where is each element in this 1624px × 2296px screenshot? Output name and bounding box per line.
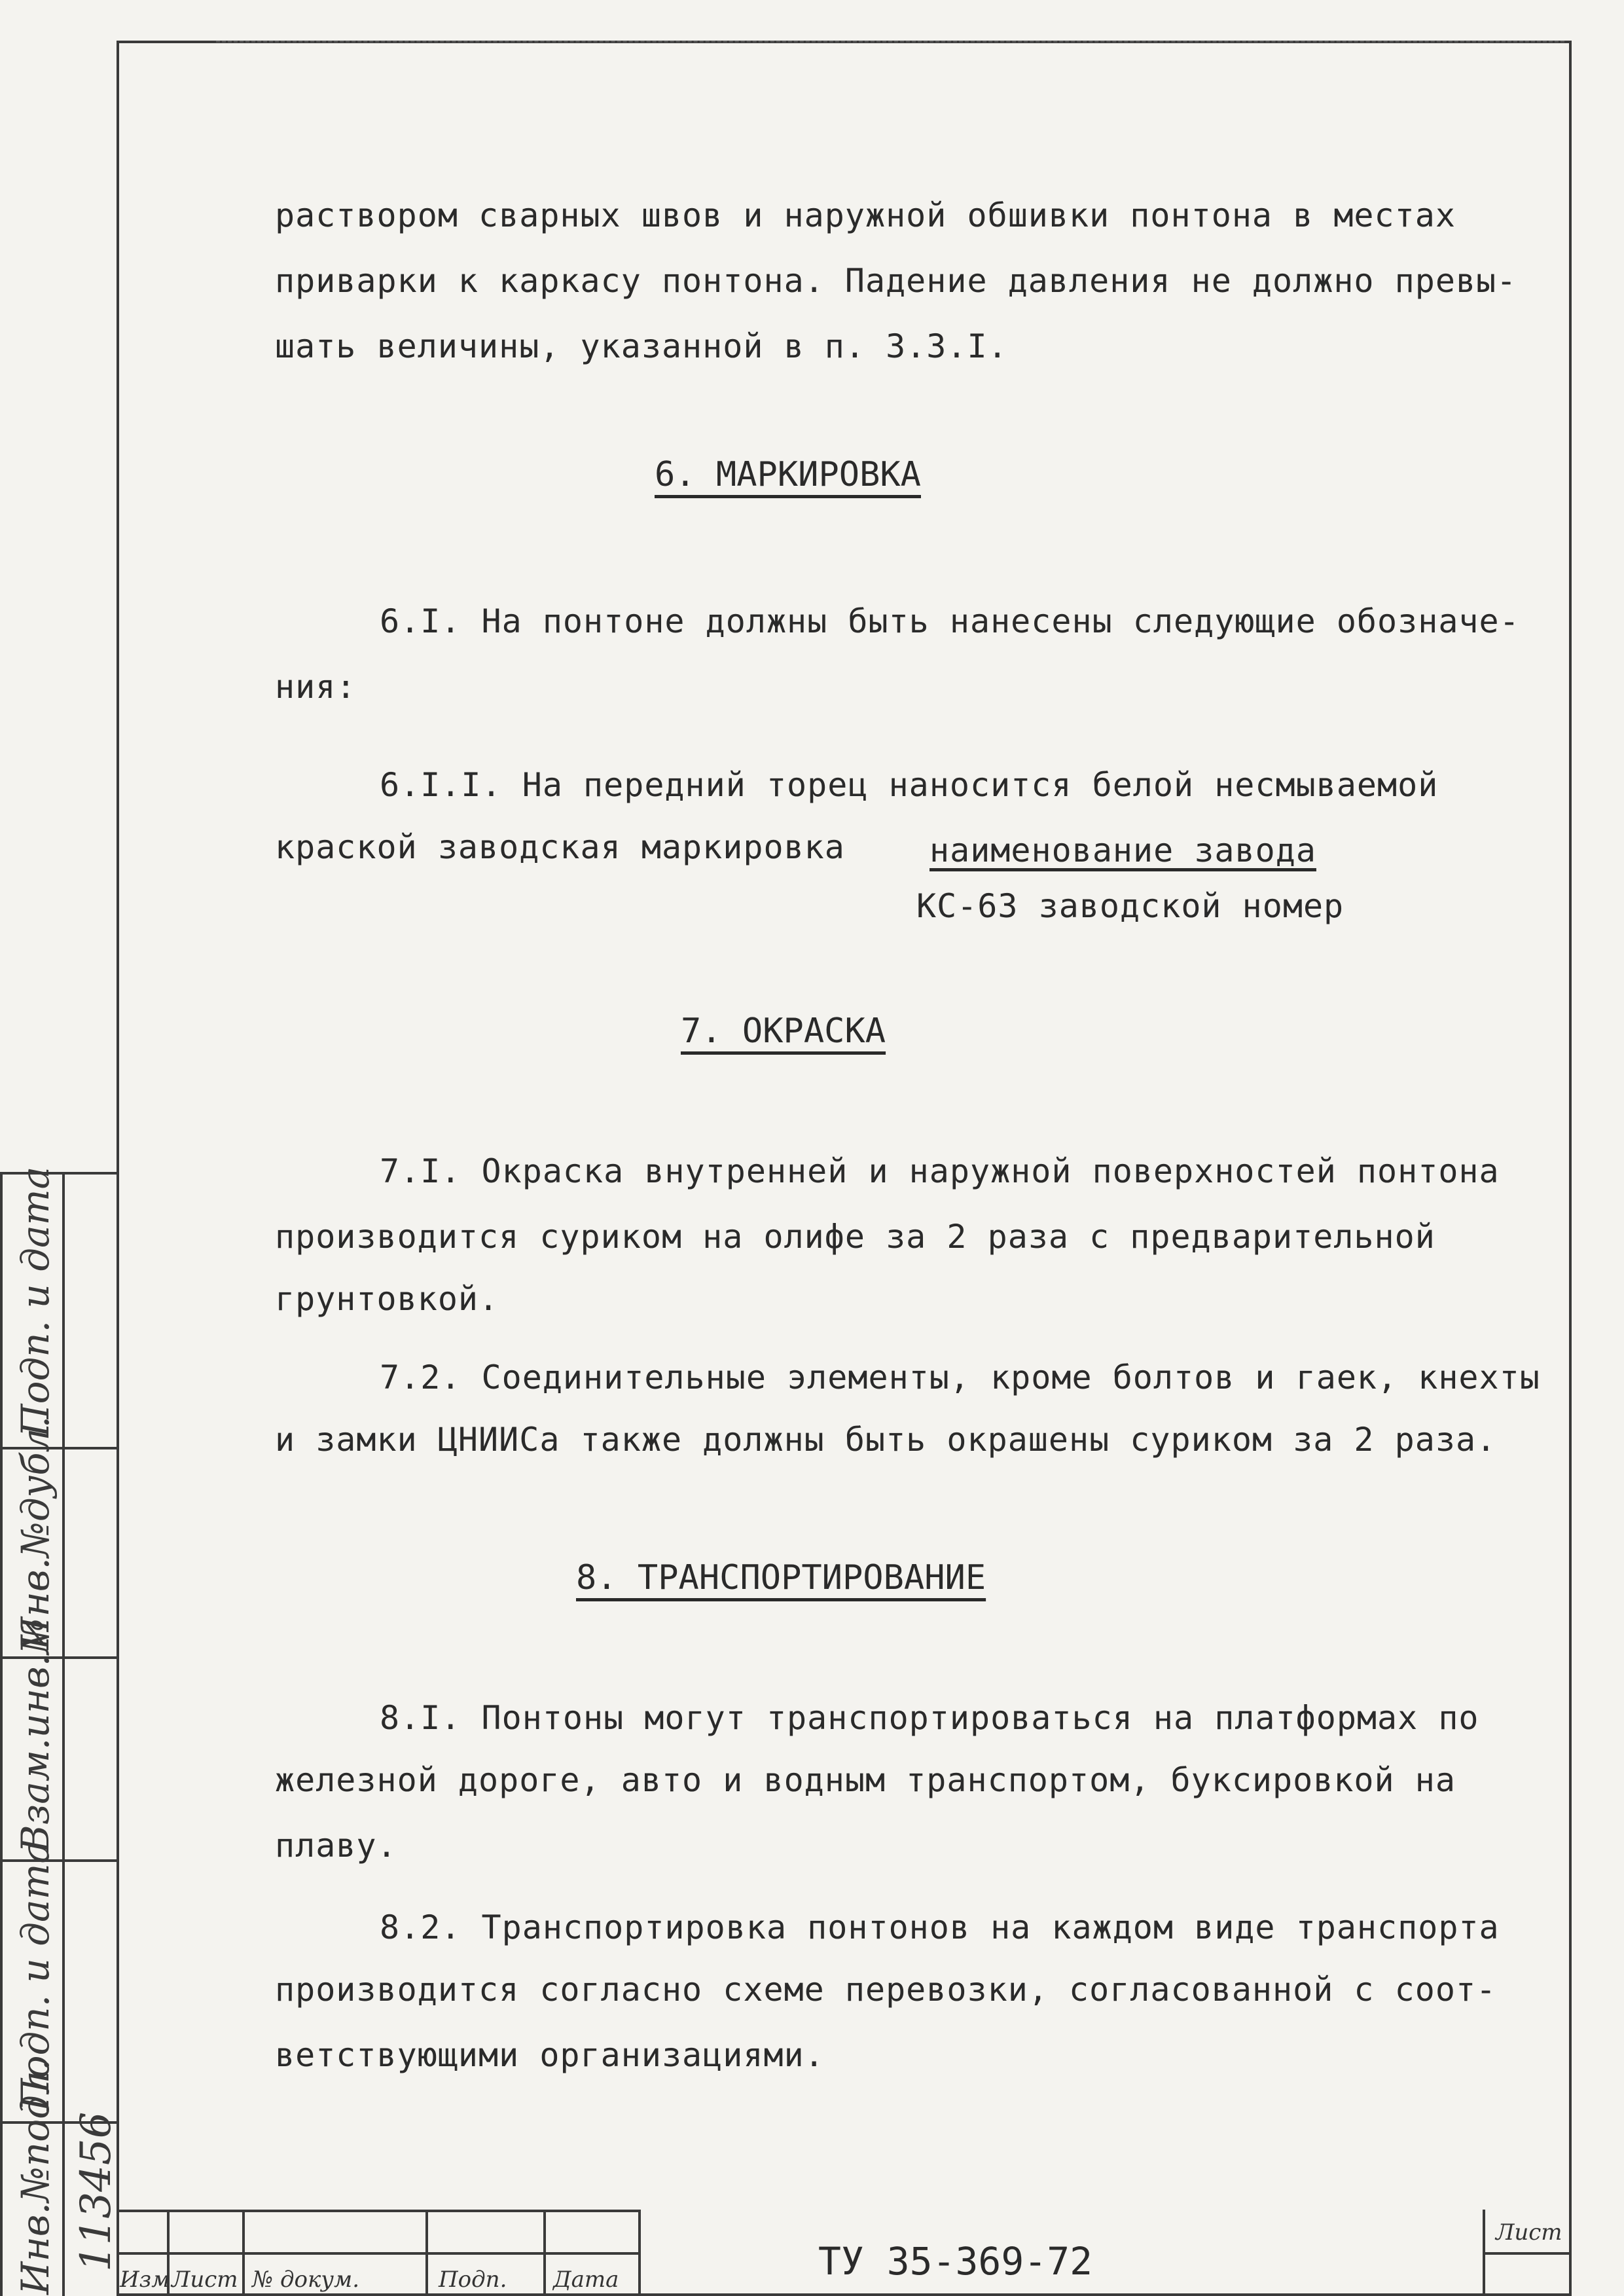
sheet-box-row bbox=[1483, 2252, 1572, 2255]
para-continuation-line-3: шать величины, указанной в п. 3.3.I. bbox=[275, 327, 1008, 365]
col-podp: Подп. bbox=[439, 2267, 507, 2293]
p71-line-2: производится суриком на олифе за 2 раза с предварительной bbox=[275, 1218, 1435, 1256]
title-block-v5 bbox=[638, 2210, 641, 2296]
col-list: Лист bbox=[171, 2267, 238, 2293]
p81-line-2: железной дороге, авто и водным транспортом, буксировкой на bbox=[275, 1761, 1456, 1799]
side-inv-number: 113456 bbox=[72, 2111, 120, 2272]
p72-line-2: и замки ЦНИИСа также должны быть окрашены суриком за 2 раза. bbox=[275, 1421, 1497, 1459]
p81-line-3: плаву. bbox=[275, 1827, 397, 1865]
p82-line-2: производится согласно схеме перевозки, согласованной с соот- bbox=[275, 1971, 1497, 2009]
title-block-top bbox=[117, 2210, 640, 2212]
title-block-row bbox=[117, 2252, 640, 2255]
title-block-v4 bbox=[543, 2210, 546, 2296]
p611-line-1: 6.I.I. На передний торец наносится белой несмываемой bbox=[380, 766, 1439, 804]
col-data: Дата bbox=[553, 2267, 619, 2293]
para-continuation-line-2: приварки к каркасу понтона. Падение давления не должно превы- bbox=[275, 262, 1517, 300]
title-block-v3 bbox=[425, 2210, 428, 2296]
p61-line-1: 6.I. На понтоне должны быть нанесены следующие обозначе- bbox=[380, 602, 1520, 640]
para-continuation-line-1: раствором сварных швов и наружной обшивки понтона в местах bbox=[275, 196, 1456, 234]
p82-line-1: 8.2. Транспортировка понтонов на каждом виде транспорта bbox=[380, 1908, 1500, 1946]
side-inv-dubl: Инв.№дубл. bbox=[13, 1415, 58, 1650]
side-stamp-line-left bbox=[0, 1172, 3, 2296]
p72-line-1: 7.2. Соединительные элементы, кроме болтов и гаек, кнехты bbox=[380, 1358, 1540, 1396]
col-izm: Изм bbox=[120, 2267, 170, 2293]
side-vzam-inv: Взам.инв.№ bbox=[13, 1618, 58, 1853]
p81-line-1: 8.I. Понтоны могут транспортироваться на платформах по bbox=[380, 1699, 1479, 1737]
side-inv-podl: Инв.№подл. bbox=[13, 2058, 58, 2295]
side-stamp-line-mid bbox=[62, 1172, 65, 2296]
p82-line-3: ветствующими организациями. bbox=[275, 2036, 825, 2074]
p61-line-2: ния: bbox=[275, 668, 357, 706]
doc-code: ТУ 35-369-72 bbox=[818, 2239, 1093, 2284]
p611-line-2: краской заводская маркировка bbox=[275, 828, 845, 866]
title-block-v2 bbox=[242, 2210, 245, 2296]
marking-line-2: КС-63 заводской номер bbox=[916, 887, 1344, 925]
side-podp-i-data-bottom: Подп. и дата bbox=[13, 1840, 58, 2111]
sheet-label: Лист bbox=[1496, 2219, 1562, 2246]
marking-line-1: наименование завода bbox=[929, 831, 1316, 869]
side-podp-i-data-top: Подп. и дата bbox=[13, 1166, 58, 1437]
section-7-heading: 7. ОКРАСКА bbox=[681, 1011, 886, 1051]
section-8-heading: 8. ТРАНСПОРТИРОВАНИЕ bbox=[576, 1558, 986, 1597]
section-6-heading: 6. МАРКИРОВКА bbox=[655, 455, 921, 494]
p71-line-1: 7.I. Окраска внутренней и наружной поверхностей понтона bbox=[380, 1152, 1500, 1190]
p71-line-3: грунтовкой. bbox=[275, 1280, 499, 1318]
col-doc: № докум. bbox=[252, 2267, 360, 2293]
top-dashed-line bbox=[216, 41, 1564, 43]
